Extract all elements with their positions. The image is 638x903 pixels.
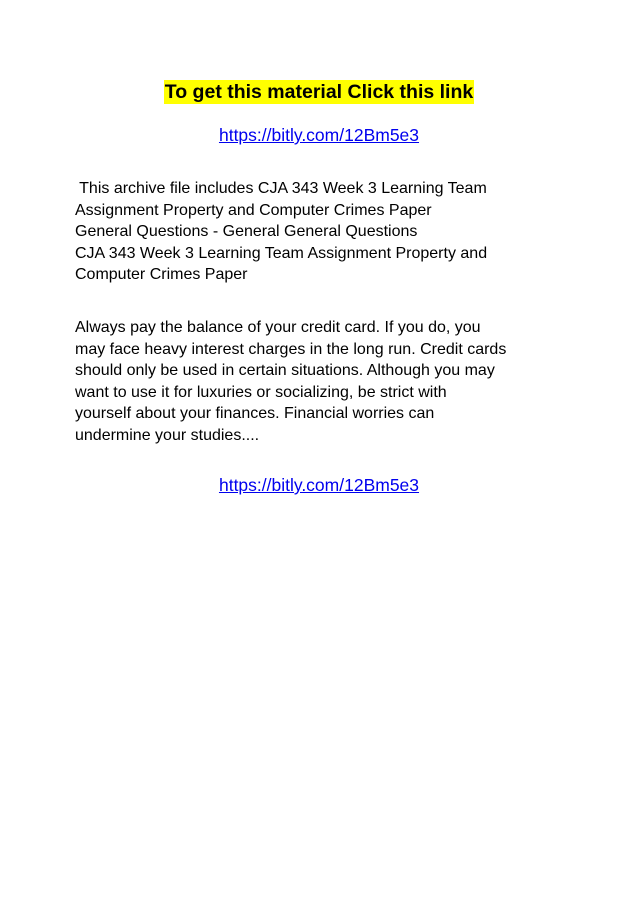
archive-description (75, 178, 575, 286)
archive-line: CJA 343 Week 3 Learning Team Assignment Property and (75, 244, 488, 262)
material-link-bottom[interactable]: https://bitly.com/12Bm5e3 (218, 475, 420, 495)
advice-line: should only be used in certain situations. Although you may (75, 362, 495, 379)
advice-line: yourself about your finances. Financial worries can (75, 405, 435, 422)
material-link-top[interactable]: https://bitly.com/12Bm5e3 (218, 125, 420, 145)
archive-line: General Questions - General General Questions (75, 223, 418, 240)
archive-line: Assignment Property and Computer Crimes Paper (75, 201, 432, 219)
advice-line: Always pay the balance of your credit card. If you do, you (75, 319, 481, 336)
highlighted-heading: To get this material Click this link (164, 81, 474, 103)
advice-line: undermine your studies.... (75, 426, 260, 444)
advice-line: may face heavy interest charges in the long run. Credit cards (75, 340, 507, 358)
heading-container (0, 80, 638, 104)
archive-line: This archive file includes CJA 343 Week 3 Learning Team (75, 180, 487, 197)
advice-paragraph (75, 317, 575, 446)
archive-line: Computer Crimes Paper (75, 266, 248, 283)
advice-line: want to use it for luxuries or socializing, be strict with (75, 383, 447, 401)
